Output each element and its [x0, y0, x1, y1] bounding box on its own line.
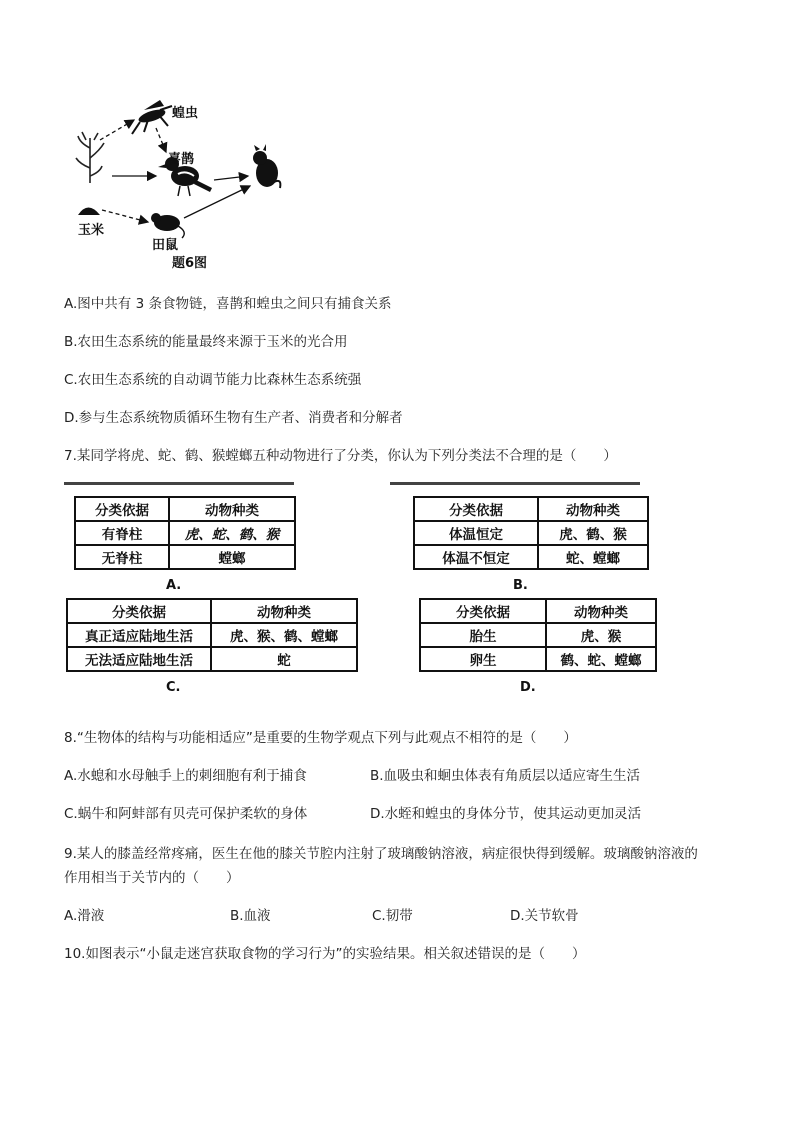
table-b-cell: 蛇、螳螂 — [538, 545, 648, 569]
table-a-header-animals: 动物种类 — [169, 497, 295, 521]
table-b-header-basis: 分类依据 — [414, 497, 538, 521]
table-a — [74, 496, 296, 570]
q8-stem: 8.“生物体的结构与功能相适应”是重要的生物学观点下列与此观点不相符的是（ ） — [64, 730, 577, 746]
table-a-cell: 有脊柱 — [75, 521, 169, 545]
q9-stem-line1: 9.某人的膝盖经常疼痛，医生在他的膝关节腔内注射了玻璃酸钠溶液，病症很快得到缓解。玻璃酸钠溶液的 — [64, 846, 698, 862]
table-a-cell: 虎、蛇、鹤、猴 — [169, 521, 295, 545]
table-b — [413, 496, 649, 570]
table-b-cell: 体温恒定 — [414, 521, 538, 545]
scan-artifact — [390, 482, 640, 485]
table-a-label: A. — [166, 578, 182, 593]
q8-option-c: C.蜗牛和阿蚌部有贝壳可保护柔软的身体 — [64, 806, 308, 822]
label-corn: 玉米 — [78, 223, 105, 238]
table-c-cell: 无法适应陆地生活 — [67, 647, 211, 671]
label-magpie: 喜鹊 — [168, 152, 195, 167]
q9-option-b: B.血液 — [230, 908, 271, 924]
q6-option-c: C.农田生态系统的自动调节能力比森林生态系统强 — [64, 372, 362, 388]
predator-icon — [253, 144, 280, 188]
figure-caption: 题6图 — [172, 256, 208, 271]
table-b-header-animals: 动物种类 — [538, 497, 648, 521]
locust-icon — [132, 100, 172, 134]
table-c-header-basis: 分类依据 — [67, 599, 211, 623]
table-c-label: C. — [166, 680, 181, 695]
arrow-corn-mouse — [102, 210, 148, 222]
q7-stem: 7.某同学将虎、蛇、鹤、猴螳螂五种动物进行了分类，你认为下列分类法不合理的是（ ） — [64, 448, 617, 464]
q9-option-a: A.滑液 — [64, 908, 105, 924]
label-mouse: 田鼠 — [152, 238, 179, 253]
table-d — [419, 598, 657, 672]
table-d-cell: 胎生 — [420, 623, 546, 647]
table-d-header-basis: 分类依据 — [420, 599, 546, 623]
q8-option-a: A.水螅和水母触手上的刺细胞有利于捕食 — [64, 768, 307, 784]
table-d-label: D. — [520, 680, 536, 695]
table-d-cell: 鹤、蛇、螳螂 — [546, 647, 656, 671]
q8-option-d: D.水蛭和蝗虫的身体分节，使其运动更加灵活 — [370, 806, 642, 822]
table-c-cell: 虎、猴、鹤、螳螂 — [211, 623, 357, 647]
arrow-corn-locust — [100, 120, 134, 140]
table-d-header-animals: 动物种类 — [546, 599, 656, 623]
q9-option-c: C.韧带 — [372, 908, 413, 924]
table-b-cell: 虎、鹤、猴 — [538, 521, 648, 545]
table-d-cell: 卵生 — [420, 647, 546, 671]
table-b-cell: 体温不恒定 — [414, 545, 538, 569]
table-c-cell: 真正适应陆地生活 — [67, 623, 211, 647]
corn-grain-icon — [78, 208, 100, 216]
q6-option-a: A.图中共有 3 条食物链，喜鹊和蝗虫之间只有捕食关系 — [64, 296, 392, 312]
table-c-cell: 蛇 — [211, 647, 357, 671]
table-d-cell: 虎、猴 — [546, 623, 656, 647]
arrow-magpie-predator — [214, 176, 248, 180]
table-a-header-basis: 分类依据 — [75, 497, 169, 521]
table-c — [66, 598, 358, 672]
q9-stem-line2: 作用相当于关节内的（ ） — [64, 870, 240, 886]
table-b-label: B. — [513, 578, 528, 593]
arrow-locust-magpie — [156, 128, 166, 152]
arrow-mouse-predator — [184, 186, 250, 218]
q8-option-b: B.血吸虫和蛔虫体表有角质层以适应寄生生活 — [370, 768, 641, 784]
table-a-cell: 螳螂 — [169, 545, 295, 569]
scan-artifact — [64, 482, 294, 485]
q9-option-d: D.关节软骨 — [510, 908, 579, 924]
label-locust: 蝗虫 — [172, 106, 199, 121]
table-c-header-animals: 动物种类 — [211, 599, 357, 623]
q6-option-d: D.参与生态系统物质循环生物有生产者、消费者和分解者 — [64, 410, 403, 426]
q6-option-b: B.农田生态系统的能量最终来源于玉米的光合用 — [64, 334, 348, 350]
food-web-figure — [60, 88, 320, 278]
q10-stem: 10.如图表示“小鼠走迷宫获取食物的学习行为”的实验结果。相关叙述错误的是（ ） — [64, 946, 586, 962]
table-a-cell: 无脊柱 — [75, 545, 169, 569]
